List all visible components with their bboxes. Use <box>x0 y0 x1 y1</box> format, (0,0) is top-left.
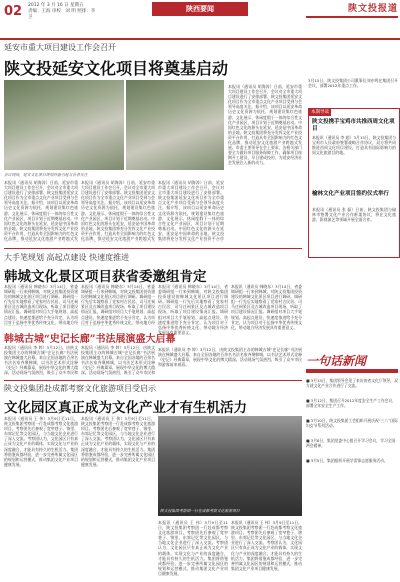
story3-body-col3: 本报讯（通讯员 李 婷）3月12日，由陕文投集团主办的韩城古城“史记长廊”书法展演在韩城盛大启幕。来自全国各地的百余名书法名家齐聚韩城，以书法艺术形式诠释《史记》经典篇章，展现中华文化的博大精深。活动现场气氛热烈，吸引了众多市民和游客前来观看。 <box>158 347 302 368</box>
story4-body-col4: 本报讯（通讯员 王 伟）3月9日至11日，陕文投集团考察团一行赴成都考察文化旅游项目。考察团先后参观了宽窄巷子、锦里、东郊记忆等文化园区，与当地文化企业进行了深入交流。考察团认为，文化园区只有真正成为文化产业的载体，实现文化与产业的深度融合，才能具有持久的生机活力。集团将借鉴成都经验，进一步完善所属文化园区的规划和运营模式，推动集团文化产业项目健康发展。 <box>231 520 302 571</box>
editor-line: 责编：王海 审校：刘 明 照排：李 卫 <box>28 9 96 20</box>
story2-body-col3: 本报讯（通讯员 韩晓东）3月14日，省委调研组一行来到韩城，对陕文投集团投资建设的韩城文化景区项目进行调研。调研组一行先后实地察看了党家村古民居、司马迁祠景区及古城改造项目现场，听取了项目建设情况汇报。调研组对项目大手笔规划、高起点建设、快速度推进给予充分肯定，认为项目对于弘扬中华优秀传统文化、带动地方经济发展具有重要意义。 <box>158 284 228 335</box>
story2-body-col1: 本报讯（通讯员 韩晓东）3月14日，省委调研组一行来到韩城，对陕文投集团投资建设的韩城文化景区项目进行调研。调研组一行先后实地察看了党家村古民居、司马迁祠景区及古城改造项目现场，听取了项目建设情况汇报。调研组对项目大手笔规划、高起点建设、快速度推进给予充分肯定，认为项目对于弘扬中华优秀传统文化、带动地方经 <box>4 284 78 325</box>
divider-2 <box>4 380 302 381</box>
story1-body-col1: 本报讯（通讯员 胡海涛）日前，延安市重大项目建设工作会召开，会议对全市重大项目建设进行了安排部署。陕文投集团延安文化项目作为全市重点文化产业项目受到与会领导高度关注。据介绍，该项目以延安革命历史文化资源为依托，规划建设集红色旅游、文化展示、休闲度假于一体的综合性文化产业园区，项目计划于近期奠基启动。中国红色文化的源头在延安，延安是中国革命的圣地，陕文投集团将充分发挥文化产业投资平台作用，打造具有全国影响力的红色文化品牌，推动延安文化旅游产业跨越式发 <box>4 180 78 242</box>
news-brief-item: ■ 3月5日，集团组织开展学雷锋志愿服务活动。 <box>306 458 388 463</box>
story2-kicker: 大手笔规划 高起点建设 快速度推进 <box>4 253 130 262</box>
story2-headline: 韩城文化景区项目获省委邀组肯定 <box>4 269 207 285</box>
story4-body-col1: 本报讯（通讯员 王 伟）3月9日至11日，陕文投集团考察团一行赴成都考察文化旅游项目。考察团先后参观了宽窄巷子、锦里、东郊记忆等文化园区，与当地文化企业进行了深入交流。考察团认为，文化园区只有真正成为文化产业的载体，实现文化与产业的深度融合，才能具有持久的生机活力。集团将借鉴成都经验，进一步完善所属文化园区的规划和运营模式，推动集团文化产业项目健康发展。 <box>4 416 78 467</box>
page-number: 02 <box>4 4 23 19</box>
story4-caption: 陕文投集团考察团一行在成都考察文化旅游项目 <box>160 508 240 513</box>
sidebar-item1-title: 陕文投携手宝鸡市共推西周文化项目 <box>312 119 395 132</box>
story4-body-col3: 本报讯（通讯员 王 伟）3月9日至11日，陕文投集团考察团一行赴成都考察文化旅游项目。考察团先后参观了宽窄巷子、锦里、东郊记忆等文化园区，与当地文化企业进行了深入交流。考察团认为，文化园区只有真正成为文化产业的载体，实现文化与产业的深度融合，才能具有持久的生机活力。集团将借鉴成都经验，进一步完善所属文化园区的规划和运营模式，推动集团文化产业项目健康发展。 <box>158 520 228 576</box>
story2-body-col2: 本报讯（通讯员 韩晓东）3月14日，省委调研组一行来到韩城，对陕文投集团投资建设的韩城文化景区项目进行调研。调研组一行先后实地察看了党家村古民居、司马迁祠景区及古城改造项目现场，听取了项目建设情况汇报。调研组对项目大手笔规划、高起点建设、快速度推进给予充分肯定，认为项目对于弘扬中华优秀传统文化、带动地方经 <box>81 284 155 325</box>
story1-caption: 会议现场，延安文化项目规划沙盘引起与会者关注 <box>4 172 88 177</box>
story4-headline: 文化园区真正成为文化产业才有生机活力 <box>4 400 247 416</box>
story4-kicker: 陕文投集团赴成都考察文化旅游项目受启示 <box>4 384 156 393</box>
news-brief-item: ■ 3月8日，集团党委中心组召开学习会议，学习全国两会精神。 <box>306 438 396 448</box>
sidebar-intro: 3月15日，陕文投集团公司董事长刘亦鸣在集团召开会议，部署2012年重点工作。 <box>308 78 398 89</box>
story3-body-col1: 本报讯（通讯员 李 婷）3月12日，由陕文投集团主办的韩城古城“史记长廊”书法展演在韩城盛大启幕。来自全国各地的百余名书法名家齐聚韩城，以书法艺术形式诠释《史记》经典篇章，展现中华文化的博大精深。活动现场气氛热烈，吸引了众多市民和 <box>4 345 78 375</box>
story1-photo-right <box>126 80 224 170</box>
story1-body-col2: 本报讯（通讯员 胡海涛）日前，延安市重大项目建设工作会召开，会议对全市重大项目建设进行了安排部署。陕文投集团延安文化项目作为全市重点文化产业项目受到与会领导高度关注。据介绍，该项目以延安革命历史文化资源为依托，规划建设集红色旅游、文化展示、休闲度假于一体的综合性文化产业园区，项目计划于近期奠基启动。中国红色文化的源头在延安，延安是中国革命的圣地，陕文投集团将充分发挥文化产业投资平台作用，打造具有全国影响力的红色文化品牌，推动延安文化旅游产业跨越式发 <box>81 180 155 242</box>
news-brief-box <box>306 352 398 577</box>
story1-headline: 陕文投延安文化项目将奠基启动 <box>4 59 229 78</box>
sidebar-tag: 本期导读 <box>311 110 329 115</box>
date-line: 2012 年 3 月 16 日 星期五 <box>28 3 84 8</box>
story3-headline: 韩城古城“史记长廊”书法展演盛大启幕 <box>4 334 176 345</box>
news-brief-title: 一句话新闻 <box>306 354 367 368</box>
news-brief-item: ■ 3月13日，集团领导会见了来访的省文化厅领导，双方就文化产业合作进行了交流。 <box>306 378 398 388</box>
story4-photo <box>158 416 302 516</box>
brand-title: 陕文投报道 <box>306 2 398 18</box>
story4-body-col2: 本报讯（通讯员 王 伟）3月9日至11日，陕文投集团考察团一行赴成都考察文化旅游项目。考察团先后参观了宽窄巷子、锦里、东郊记忆等文化园区，与当地文化企业进行了深入交流。考察团认为，文化园区只有真正成为文化产业的载体，实现文化与产业的深度融合，才能具有持久的生机活力。集团将借鉴成都经验，进一步完善所属文化园区的规划和运营模式，推动集团文化产业项目健康发展。 <box>81 416 155 467</box>
section-tab: 陕西要闻 <box>152 2 248 16</box>
story1-kicker: 延安市重大项目建设工作会召开 <box>4 43 116 52</box>
sidebar-item1-body: 本报讯（通讯员 李 超）3月15日，陕文投集团与宝鸡市人民政府签署战略合作协议，双方将共同推进西周文化项目建设，打造具有国际影响力的周文化旅游目的地。 <box>312 135 396 156</box>
story1-body-col3: 本报讯（通讯员 胡海涛）日前，延安市重大项目建设工作会召开，会议对全市重大项目建设进行了安排部署。陕文投集团延安文化项目作为全市重点文化产业项目受到与会领导高度关注。据介绍，该项目以延安革命历史文化资源为依托，规划建设集红色旅游、文化展示、休闲度假于一体的综合性文化产业园区，项目计划于近期奠基启动。中国红色文化的源头在延安，延安是中国革命的圣地，陕文投集团将充分发挥文化产业投资平台作 <box>158 180 224 242</box>
story2-body-col4: 本报讯（通讯员 韩晓东）3月14日，省委调研组一行来到韩城，对陕文投集团投资建设的韩城文化景区项目进行调研。调研组一行先后实地察看了党家村古民居、司马迁祠景区及古城改造项目现场，听取了项目建设情况汇报。调研组对项目大手笔规划、高起点建设、快速度推进给予充分肯定，认为项目对于弘扬中华优秀传统文化、带动地方经济发展具有重要意义。 <box>231 284 302 330</box>
sidebar-intro-block <box>308 44 398 104</box>
news-brief-item: ■ 3月12日，集团召开2012年度安全生产工作会议，部署全年安全生产工作。 <box>306 398 397 408</box>
story1-body-col4: 本报讯（通讯员 胡海涛）日前，延安市重大项目建设工作会召开，会议对全市重大项目建设进行了安排部署。陕文投集团延安文化项目作为全市重点文化产业项目受到与会领导高度关注。据介绍，该项目以延安革命历史文化资源为依托，规划建设集红色旅游、文化展示、休闲度假于一体的综合性文化产业园区，项目计划于近期奠基启动。中国红色文化的源头在延安，延安是中国革命的圣地，陕文投集团将充分发挥文化产业投资平台作用，打造具有全国影响力的红色文化品牌，推动延安文化旅游产业跨越式发展。市委主要领导在会上要求，各相关部门要全力做好项目服务保障工作，确保项目按期开工建设，早日建成投用，为延安经济社会发展注入新的动力。 <box>228 84 302 166</box>
divider-1 <box>4 248 302 249</box>
sidebar-item2-body: 本报讯（通讯员 张 磊）日前，陕文投集团与榆林市签署文化产业合作框架协议，将在文化旅游、影视演艺等领域开展全面合作。 <box>312 207 396 223</box>
story3-body-col2: 本报讯（通讯员 李 婷）3月12日，由陕文投集团主办的韩城古城“史记长廊”书法展演在韩城盛大启幕。来自全国各地的百余名书法名家齐聚韩城，以书法艺术形式诠释《史记》经典篇章，展现中华文化的博大精深。活动现场气氛热烈，吸引了众多市民和 <box>81 345 155 375</box>
page-header <box>0 0 400 40</box>
page-meta <box>28 3 98 21</box>
sidebar-box <box>308 108 400 258</box>
story1-photo-left <box>4 80 124 170</box>
news-brief-item: ■ 3月10日，陕文投集团工会组织开展庆祝“三八”国际妇女节系列活动。 <box>306 418 398 428</box>
news-brief-rule <box>306 369 398 373</box>
sidebar-item2-title: 榆林文化产业项目签约仪式举行 <box>312 191 390 197</box>
